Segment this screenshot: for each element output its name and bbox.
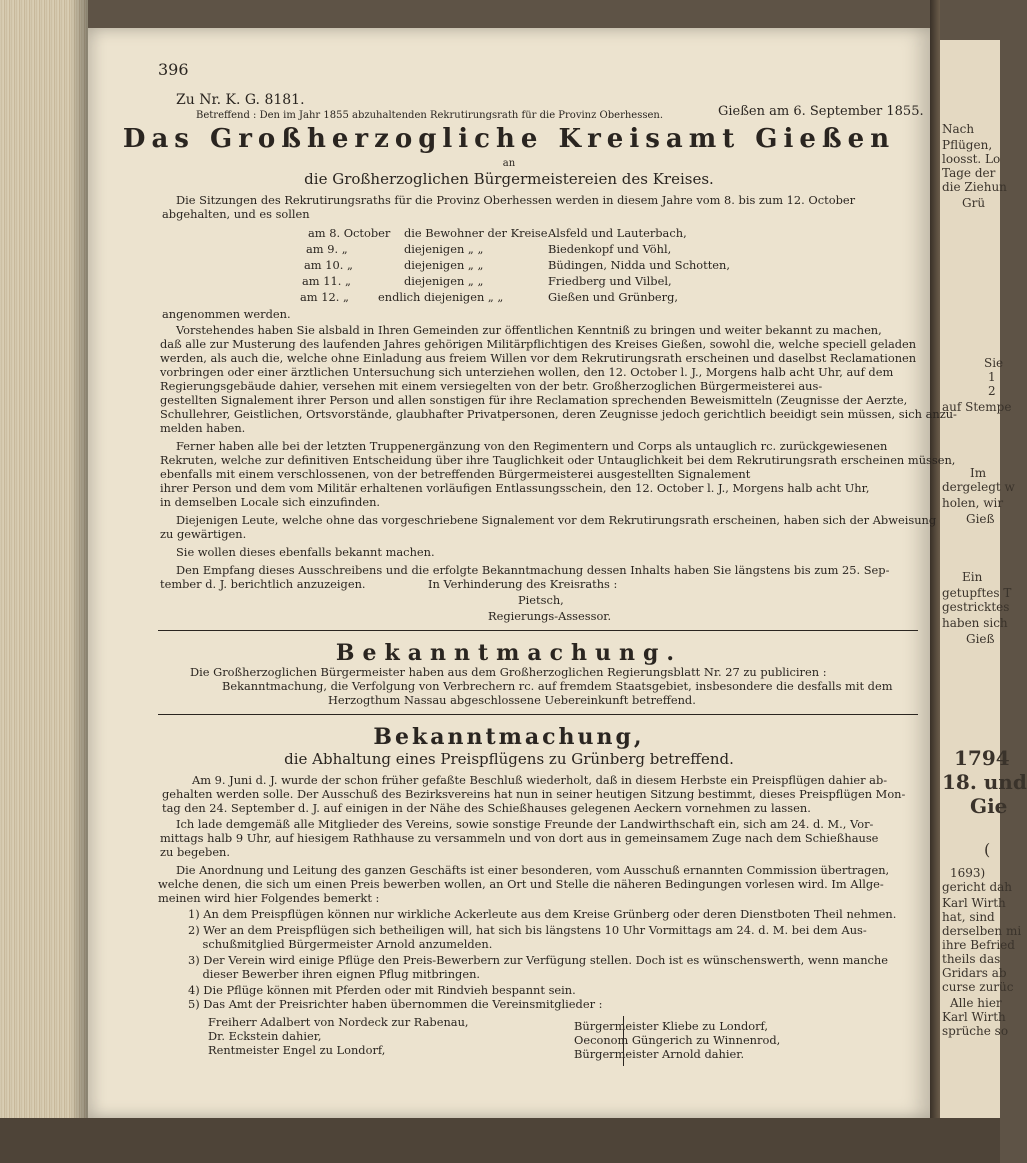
notice1-para2-line: ebenfalls mit einem verschlossenen, von der betreffenden Bürgermeisterei ausgestellten Signalement: [160, 467, 751, 481]
facing-text: theils das: [942, 952, 1001, 966]
judge-name: Bürgermeister Arnold dahier.: [574, 1047, 745, 1061]
notice3-item: 4) Die Pflüge können mit Pferden oder mit Rindvieh bespannt sein.: [188, 983, 576, 997]
facing-text: haben sich: [942, 616, 1008, 630]
notice3-para2-line: zu begeben.: [160, 845, 231, 859]
reference-number: Zu Nr. K. G. 8181.: [176, 92, 305, 108]
signature-title: Regierungs-Assessor.: [488, 609, 612, 623]
schedule-who: endlich diejenigen „ „: [378, 290, 504, 304]
schedule-day: am 12. „: [300, 290, 349, 304]
notice1-para1-line: gestellten Signalement ihrer Person und allen sonstigen für ihre Reclamation sprechenden Beweismitteln (Zeugnisse der Aerzte,: [160, 393, 908, 407]
facing-text: holen, wir: [942, 496, 1004, 510]
notice2-line: Bekanntmachung, die Verfolgung von Verbrechern rc. auf fremdem Staatsgebiet, insbesondere die desfalls mit dem: [222, 679, 893, 693]
facing-text: Alle hier: [950, 996, 1002, 1010]
notice3-para1-line: gehalten werden solle. Der Ausschuß des Bezirksvereins hat nun in seiner heutigen Sitzung bestimmt, dieses Preispflügen Mon-: [162, 787, 906, 801]
notice3-item: schußmitglied Bürgermeister Arnold anzumelden.: [188, 937, 493, 951]
schedule-place: Alsfeld und Lauterbach,: [548, 226, 687, 240]
notice2-title: Bekanntmachung.: [335, 640, 683, 666]
notice3-para3-line: meinen wird hier Folgendes bemerkt :: [158, 891, 380, 905]
facing-text: gericht dah: [942, 880, 1013, 894]
facing-text: gestricktes: [942, 600, 1010, 614]
notice3-item: 2) Wer an dem Preispflügen sich betheiligen will, hat sich bis längstens 10 Uhr Vormittags am 24. d. M. bei dem Aus-: [188, 923, 867, 937]
notice1-para1-line: daß alle zur Musterung des laufenden Jahres gehörigen Militärpflichtigen des Kreises Gießen, sowohl die, welche speciell geladen: [160, 337, 917, 351]
notice1-para1-line: Regierungsgebäude dahier, versehen mit einem versiegelten von der betr. Großherzoglichen Bürgermeisterei aus-: [160, 379, 823, 393]
judge-name: Freiherr Adalbert von Nordeck zur Rabenau,: [208, 1015, 469, 1029]
facing-page: [940, 40, 1027, 1120]
notice2-line: Herzogthum Nassau abgeschlossene Uebereinkunft betreffend.: [328, 693, 696, 707]
facing-text: auf Stempe: [942, 400, 1012, 414]
page-number: 396: [158, 60, 189, 79]
notice1-intro-line: Die Sitzungen des Rekrutirungsraths für die Provinz Oberhessen werden in diesem Jahre vom 8. bis zum 12. October: [176, 193, 856, 207]
facing-text: Karl Wirth: [942, 1010, 1006, 1024]
notice1-para1-line: Vorstehendes haben Sie alsbald in Ihren Gemeinden zur öffentlichen Kenntniß zu bringen und weiter bekannt zu machen,: [176, 323, 882, 337]
schedule-place: Friedberg und Vilbel,: [548, 274, 672, 288]
notice1-para2-line: Ferner haben alle bei der letzten Truppenergänzung von den Regimentern und Corps als untauglich rc. zurückgewiesenen: [176, 439, 888, 453]
facing-text: hat, sind: [942, 910, 995, 924]
notice1-para4: Sie wollen dieses ebenfalls bekannt machen.: [176, 545, 435, 559]
notice1-para2-line: ihrer Person und dem vom Militär erhaltenen vorläufigen Entlassungsschein, den 12. October l. J., Morgens halb acht Uhr,: [160, 481, 870, 495]
notice2-line: Die Großherzoglichen Bürgermeister haben aus dem Großherzoglichen Regierungsblatt Nr. 27 zu publiciren :: [190, 665, 827, 679]
facing-text: Grü: [962, 196, 986, 210]
facing-text: Im: [970, 466, 987, 480]
notice3-item: 3) Der Verein wird einige Pflüge den Preis-Bewerbern zur Verfügung stellen. Doch ist es wünschenswerth, wenn manche: [188, 953, 888, 967]
signature-name: Pietsch,: [518, 593, 564, 607]
facing-text: sprüche so: [942, 1024, 1009, 1038]
notice1-para3-line: Diejenigen Leute, welche ohne das vorgeschriebene Signalement vor dem Rekrutirungsrath erscheinen, haben sich der Abweisung: [176, 513, 937, 527]
facing-heading: 18. und: [942, 770, 1027, 794]
notice3-para3-line: welche denen, die sich um einen Preis bewerben wollen, an Ort und Stelle die näheren Bedingungen vorlesen wird. Im Allge-: [158, 877, 884, 891]
schedule-who: die Bewohner der Kreise: [404, 226, 548, 240]
facing-text: derselben mi: [942, 924, 1022, 938]
facing-text: Pflügen,: [942, 138, 993, 152]
notice1-para1-line: vorbringen oder einer ärztlichen Untersuchung sich unterziehen wollen, den 12. October l. J., Morgens halb acht Uhr, auf dem: [160, 365, 894, 379]
facing-text: die Ziehun: [942, 180, 1007, 194]
notice1-para1-line: melden haben.: [160, 421, 246, 435]
facing-text: Gieß: [966, 632, 995, 646]
notice1-subtitle: die Großherzoglichen Bürgermeistereien des Kreises.: [304, 170, 714, 188]
book-gutter: [930, 0, 940, 1163]
facing-text: Gridars ab: [942, 966, 1007, 980]
notice3-subtitle: die Abhaltung eines Preispflügens zu Grünberg betreffend.: [284, 750, 734, 768]
document-page: [88, 28, 957, 1118]
notice1-para1-line: Schullehrer, Geistlichen, Ortsvorstände, glaubhafter Privatpersonen, deren Zeugnisse jedoch gerichtlich beeidigt sein müssen, sich anzu-: [160, 407, 957, 421]
facing-text: getupftes T: [942, 586, 1012, 600]
notice3-item: dieser Bewerber ihren eignen Pflug mitbringen.: [188, 967, 481, 981]
date-line: Gießen am 6. September 1855.: [718, 104, 924, 119]
schedule-place: Büdingen, Nidda und Schotten,: [548, 258, 731, 272]
notice3-para1-line: tag den 24. September d. J. auf einigen in der Nähe des Schießhauses gelegenen Aeckern vornehmen zu lassen.: [162, 801, 811, 815]
facing-text: 1693): [950, 866, 986, 880]
facing-text: loosst. Lo: [942, 152, 1001, 166]
notice1-para2-line: Rekruten, welche zur definitiven Entscheidung über ihre Tauglichkeit oder Untauglichkeit bei dem Rekrutirungsrath erscheinen müssen,: [160, 453, 956, 467]
schedule-day: am 10. „: [304, 258, 353, 272]
notice1-an: an: [502, 158, 516, 169]
schedule-day: am 9. „: [306, 242, 348, 256]
facing-text: Gieß: [966, 512, 995, 526]
desk-background: [0, 1118, 1000, 1163]
facing-text: 2: [988, 384, 996, 398]
facing-text: Ein: [962, 570, 983, 584]
signature-line: In Verhinderung des Kreisraths :: [428, 577, 618, 591]
notice1-title: Das Großherzogliche Kreisamt Gießen: [122, 124, 896, 154]
facing-text: Nach: [942, 122, 975, 136]
notice1-para1-line: werden, als auch die, welche ohne Einladung aus freiem Willen vor dem Rekrutirungsrath erscheinen und daselbst Reclamationen: [160, 351, 917, 365]
notice3-para2-line: Ich lade demgemäß alle Mitglieder des Vereins, sowie sonstige Freunde der Landwirthschaft ein, sich am 24. d. M., Vor-: [176, 817, 874, 831]
schedule-day: am 8. October: [308, 226, 391, 240]
schedule-who: diejenigen „ „: [404, 242, 484, 256]
judge-name: Oeconom Güngerich zu Winnenrod,: [574, 1033, 781, 1047]
notice1-para3-line: zu gewärtigen.: [160, 527, 247, 541]
facing-heading: Gie: [970, 794, 1008, 818]
facing-heading: 1794: [954, 746, 1010, 770]
facing-text: 1: [988, 370, 996, 384]
notice1-para5-line: Den Empfang dieses Ausschreibens und die erfolgte Bekanntmachung dessen Inhalts haben Sie längstens bis zum 25. Sep-: [176, 563, 890, 577]
schedule-day: am 11. „: [302, 274, 351, 288]
notice3-item: 5) Das Amt der Preisrichter haben übernommen die Vereinsmitglieder :: [188, 997, 603, 1011]
subject-line: Betreffend : Den im Jahr 1855 abzuhaltenden Rekrutirungsrath für die Provinz Oberhessen.: [196, 110, 664, 121]
notice3-title: Bekanntmachung,: [373, 724, 645, 750]
notice3-item: 1) An dem Preispflügen können nur wirkliche Ackerleute aus dem Kreise Grünberg oder deren Dienstboten Theil nehmen.: [188, 907, 897, 921]
notice3-para2-line: mittags halb 9 Uhr, auf hiesigem Rathhause zu versammeln und von dort aus in gemeinsamem Zuge nach dem Schießhause: [160, 831, 879, 845]
notice1-angenommen: angenommen werden.: [162, 307, 291, 321]
judge-name: Dr. Eckstein dahier,: [208, 1029, 322, 1043]
facing-text: Sie: [984, 356, 1004, 370]
facing-text: Karl Wirth: [942, 896, 1006, 910]
facing-text: ihre Befried: [942, 938, 1015, 952]
schedule-place: Gießen und Grünberg,: [548, 290, 678, 304]
facing-text: dergelegt w: [942, 480, 1015, 494]
schedule-place: Biedenkopf und Vöhl,: [548, 242, 672, 256]
notice1-para5-line: tember d. J. berichtlich anzuzeigen.: [160, 577, 366, 591]
book-page-edges: [0, 0, 88, 1163]
facing-text: (: [984, 840, 991, 859]
judge-name: Bürgermeister Kliebe zu Londorf,: [574, 1019, 768, 1033]
facing-text: Tage der: [942, 166, 996, 180]
schedule-who: diejenigen „ „: [404, 258, 484, 272]
facing-text: curse zurüc: [942, 980, 1014, 994]
judge-name: Rentmeister Engel zu Londorf,: [208, 1043, 386, 1057]
notice1-para2-line: in demselben Locale sich einzufinden.: [160, 495, 381, 509]
notice1-intro-line: abgehalten, und es sollen: [162, 207, 310, 221]
notice3-para1-line: Am 9. Juni d. J. wurde der schon früher gefaßte Beschluß wiederholt, daß in diesem Herbste ein Preispflügen dahier ab-: [192, 773, 888, 787]
notice3-para3-line: Die Anordnung und Leitung des ganzen Geschäfts ist einer besonderen, vom Ausschuß ernannten Commission übertragen,: [176, 863, 890, 877]
section-divider: [158, 714, 918, 715]
schedule-who: diejenigen „ „: [404, 274, 484, 288]
section-divider: [158, 630, 918, 631]
